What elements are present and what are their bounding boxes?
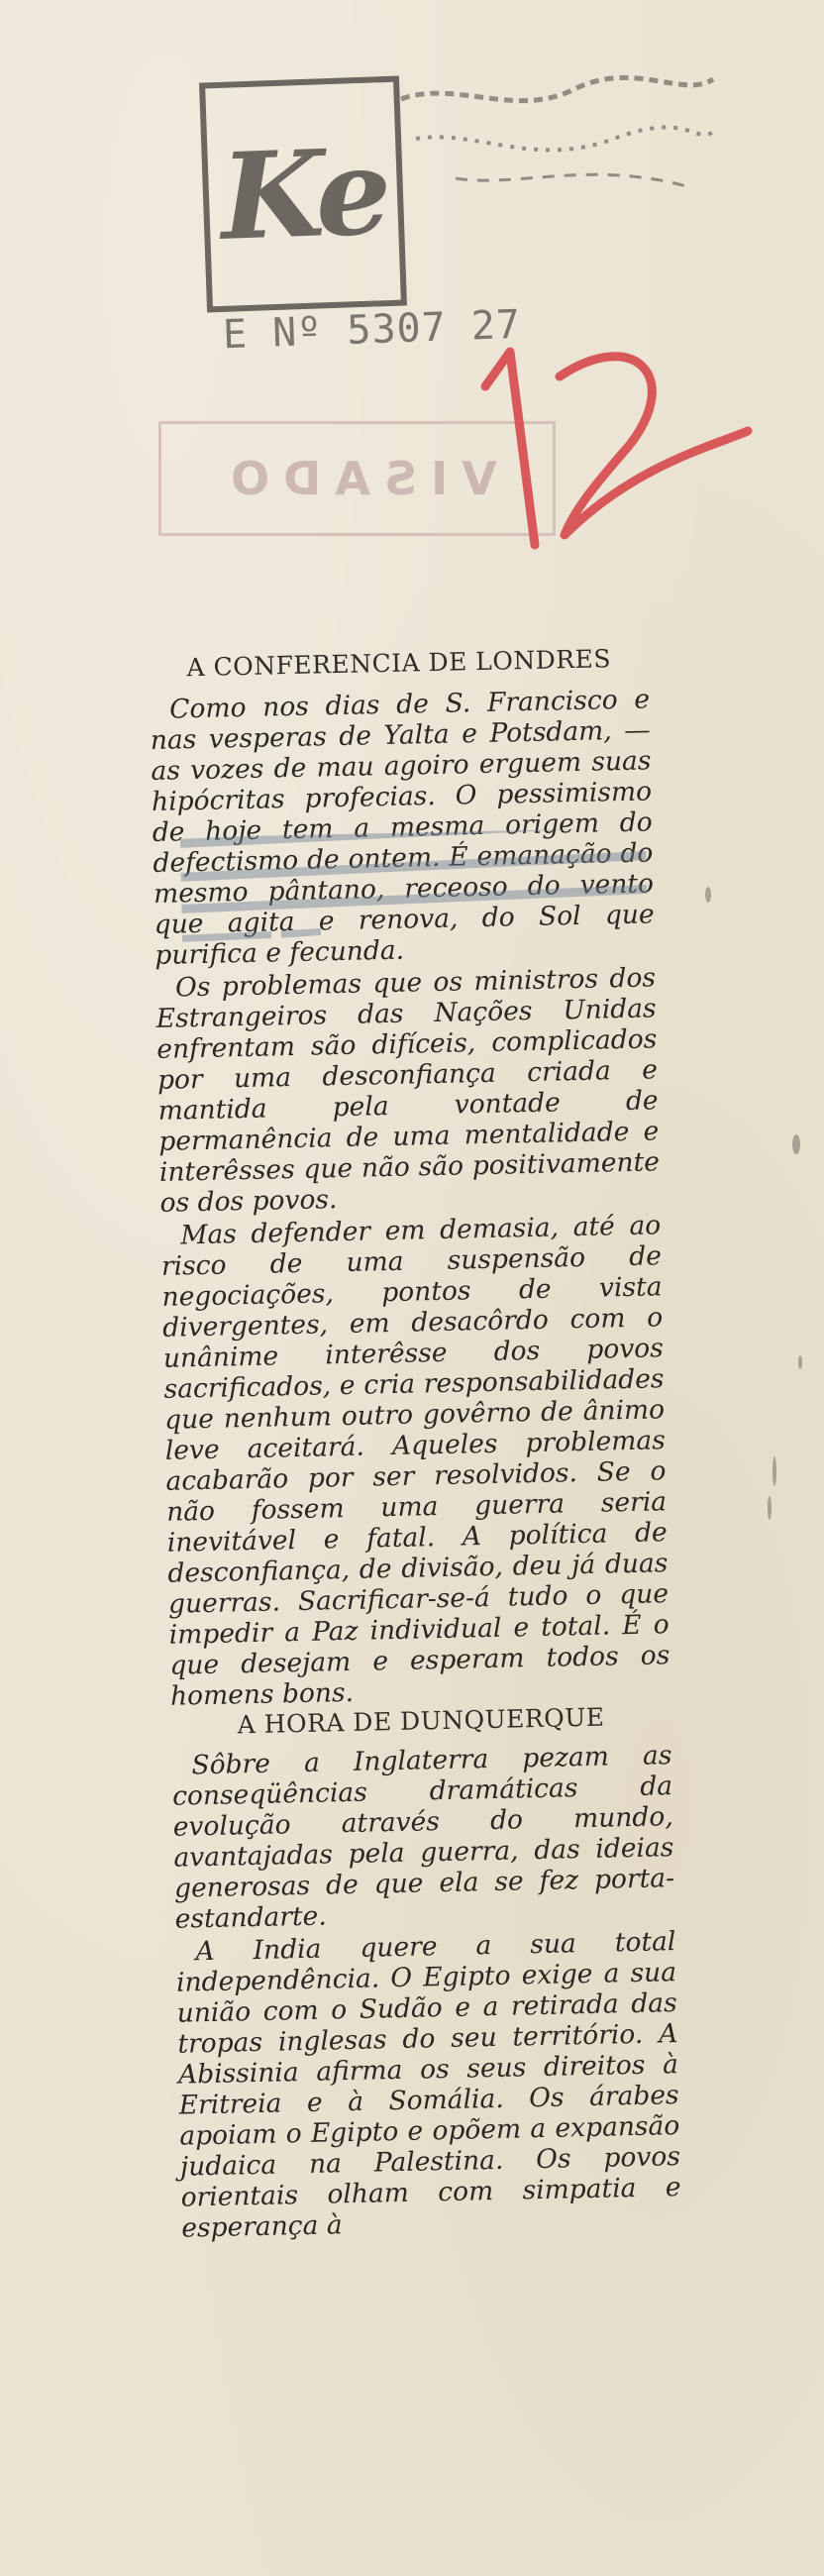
article-headline: A CONFERENCIA DE LONDRES [186,644,612,683]
archive-stamp [199,76,407,313]
article-paragraph: Os problemas que os ministros dos Estrangeiros das Nações Unidas enfrentam são difíceis, complicados por uma desconfiança criada e mantida pela vontade de permanência de uma mentalidade e interêsses que não são positivamente os dos povos. [155,962,661,1219]
handwritten-page-number [465,337,763,594]
article-paragraph: Como nos dias de S. Francisco e nas vesperas de Yalta e Potsdam, — as vozes de mau agoiro erguem suas hipócritas profecias. O pessimismo de hoje tem a mesma origem do defectismo de ontem. É emanação do mesmo pântano, receoso do vento que agita e renova, do Sol que purifica e fecunda. [150,684,655,971]
faded-visa-stamp-text: VISADO [217,452,497,505]
article-paragraph: Mas defender em demasia, até ao risco de uma suspensão de negociações, pontos de vista divergentes, em desacôrdo com o unânime interêsse dos povos sacrificados, e cria responsabilidades que nenhum outro govêrno de ânimo leve aceitará. Aqueles problemas acabarão por ser resolvidos. Se o não fossem uma guerra seria inevitável e fatal. A política de desconfiança, de divisão, deu já duas guerras. Sacrificar-se-á tudo o que impedir a Paz individual e total. É o que desejam e esperam todos os homens bons. [160,1210,670,1712]
paper-speck [772,1456,776,1486]
paper-speck [768,1496,772,1520]
paper-speck [792,1134,800,1154]
newspaper-clipping [149,643,682,2243]
stamp-registration-number: E Nº 5307 27 [222,301,522,359]
article-paragraph: Sôbre a Inglaterra pezam as conseqüências dramáticas da evolução através do mundo, avantajadas pela guerra, das ideias generosas de que ela se fez porta-estandarte. [171,1740,675,1935]
article-subheading: A HORA DE DUNQUERQUE [237,1702,605,1740]
paper-speck [798,1355,802,1369]
paper-speck [705,887,711,903]
stamp-scribble-graphic [396,59,723,258]
article-paragraph: A India quere a sua total independência. O Egipto exige a sua união com o Sudão e a retirada das tropas inglesas do seu território. A Abissinia afirma os seus direitos à Eritreia e à Somália. Os árabes apoiam o Egipto e opõem a expansão judaica na Palestina. Os povos orientais olham com simpatia e esperança à [175,1926,681,2244]
stamp-logo: Ke [218,121,388,268]
